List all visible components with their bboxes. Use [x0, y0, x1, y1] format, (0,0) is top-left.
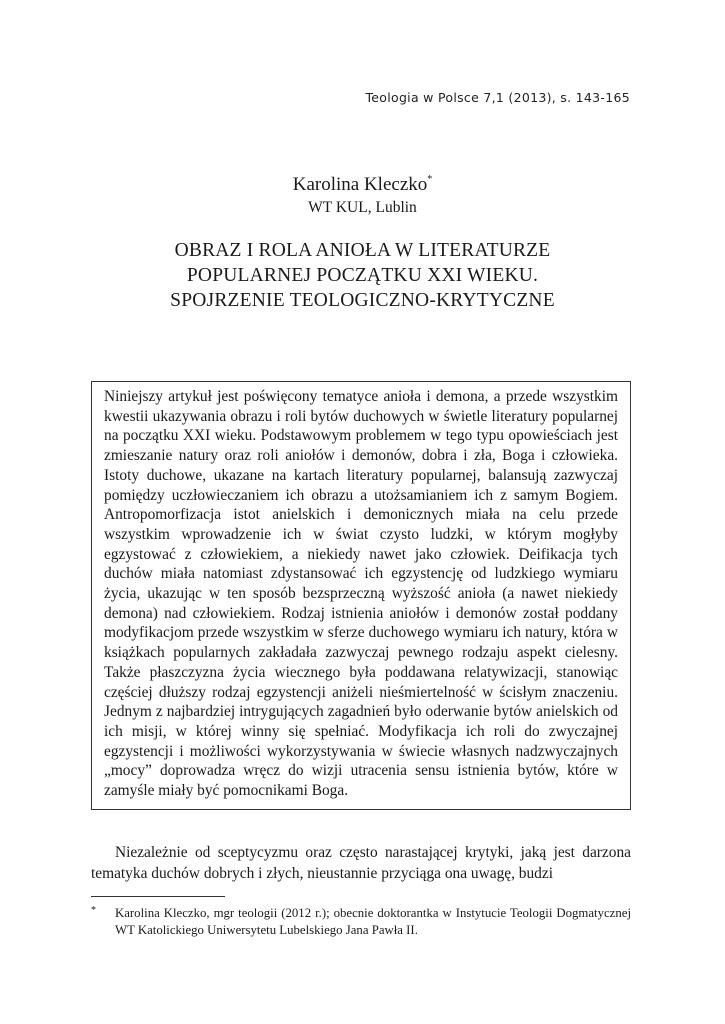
abstract-text: Niniejszy artykuł jest poświęcony tematyce anioła i demona, a przede wszystkim kwestii ukazywania obrazu i roli bytów duchowych w świetle literatury popularnej na początku XXI wieku. Podstawowym problemem w tego typu opowieściach jest zmieszanie natury oraz roli aniołów i demonów, dobra i zła, Boga i człowieka. Istoty duchowe, ukazane na kartach literatury popularnej, balansują zazwyczaj pomiędzy uczłowieczaniem ich obrazu a utożsamianiem ich z samym Bogiem. Antropomorfizacja istot anielskich i demonicznych miała na celu przede wszystkim wprowadzenie ich w świat czysto ludzki, w którym mogłyby egzystować z człowiekiem, a niekiedy nawet jako człowiek. Deifikacja tych duchów miała natomiast zdystansować ich egzystencję od ludzkiego wymiaru życia, ukazując w ten sposób bezsprzeczną wyższość anioła (a nawet niekiedy demona) nad człowiekiem. Rodzaj istnienia aniołów i demonów został poddany modyfikacjom przede wszystkim w sferze duchowego wymiaru ich natury, która w książkach popularnych zakładała zazwyczaj pewnego rodzaju aspekt cielesny. Także płaszczyzna życia wiecznego była poddawana relatywizacji, stanowiąc częściej dłuższy rodzaj egzystencji aniżeli nieśmiertelność w ścisłym znaczeniu. Jednym z najbardziej intrygujących zagadnień było oderwanie bytów anielskich od ich misji, w której winny się spełniać. Modyfikacja ich roli do zwyczajnej egzystencji i możliwości wykorzystywania w świecie własnych nadzwyczajnych „mocy” doprowadza wręcz do wizji utracenia sensu istnienia bytów, które w zamyśle miały być pomocnikami Boga. [104, 388, 618, 800]
author-name-line [0, 168, 725, 197]
author-footnote-mark[interactable]: * [427, 174, 433, 185]
journal-reference: Teologia w Polsce 7,1 (2013), s. 143-165 [365, 90, 630, 105]
title-line-3: SPOJRZENIE TEOLOGICZNO-KRYTYCZNE [170, 290, 555, 311]
body-paragraph: Niezależnie od sceptycyzmu oraz często narastającej krytyki, jaką jest darzona tematyka duchów dobrych i złych, nieustannie przyciąga ona uwagę, budzi [91, 844, 631, 882]
title-line-2: POPULARNEJ POCZĄTKU XXI WIEKU. [186, 265, 539, 286]
author-affiliation: WT KUL, Lublin [308, 199, 417, 216]
abstract-box [91, 381, 631, 810]
author-block [0, 168, 725, 218]
footnote [91, 905, 631, 939]
footnote-divider [91, 896, 225, 897]
author-name: Karolina Kleczko [292, 174, 428, 195]
title-line-1: OBRAZ I ROLA ANIOŁA W LITERATURZE [174, 240, 551, 261]
footnote-text: Karolina Kleczko, mgr teologii (2012 r.); obecnie doktorantka w Instytucie Teologii Dogmatycznej WT Katolickiego Uniwersytetu Lubelskiego Jana Pawła II. [115, 906, 631, 937]
footnote-mark: * [91, 905, 96, 916]
article-title [0, 238, 725, 313]
